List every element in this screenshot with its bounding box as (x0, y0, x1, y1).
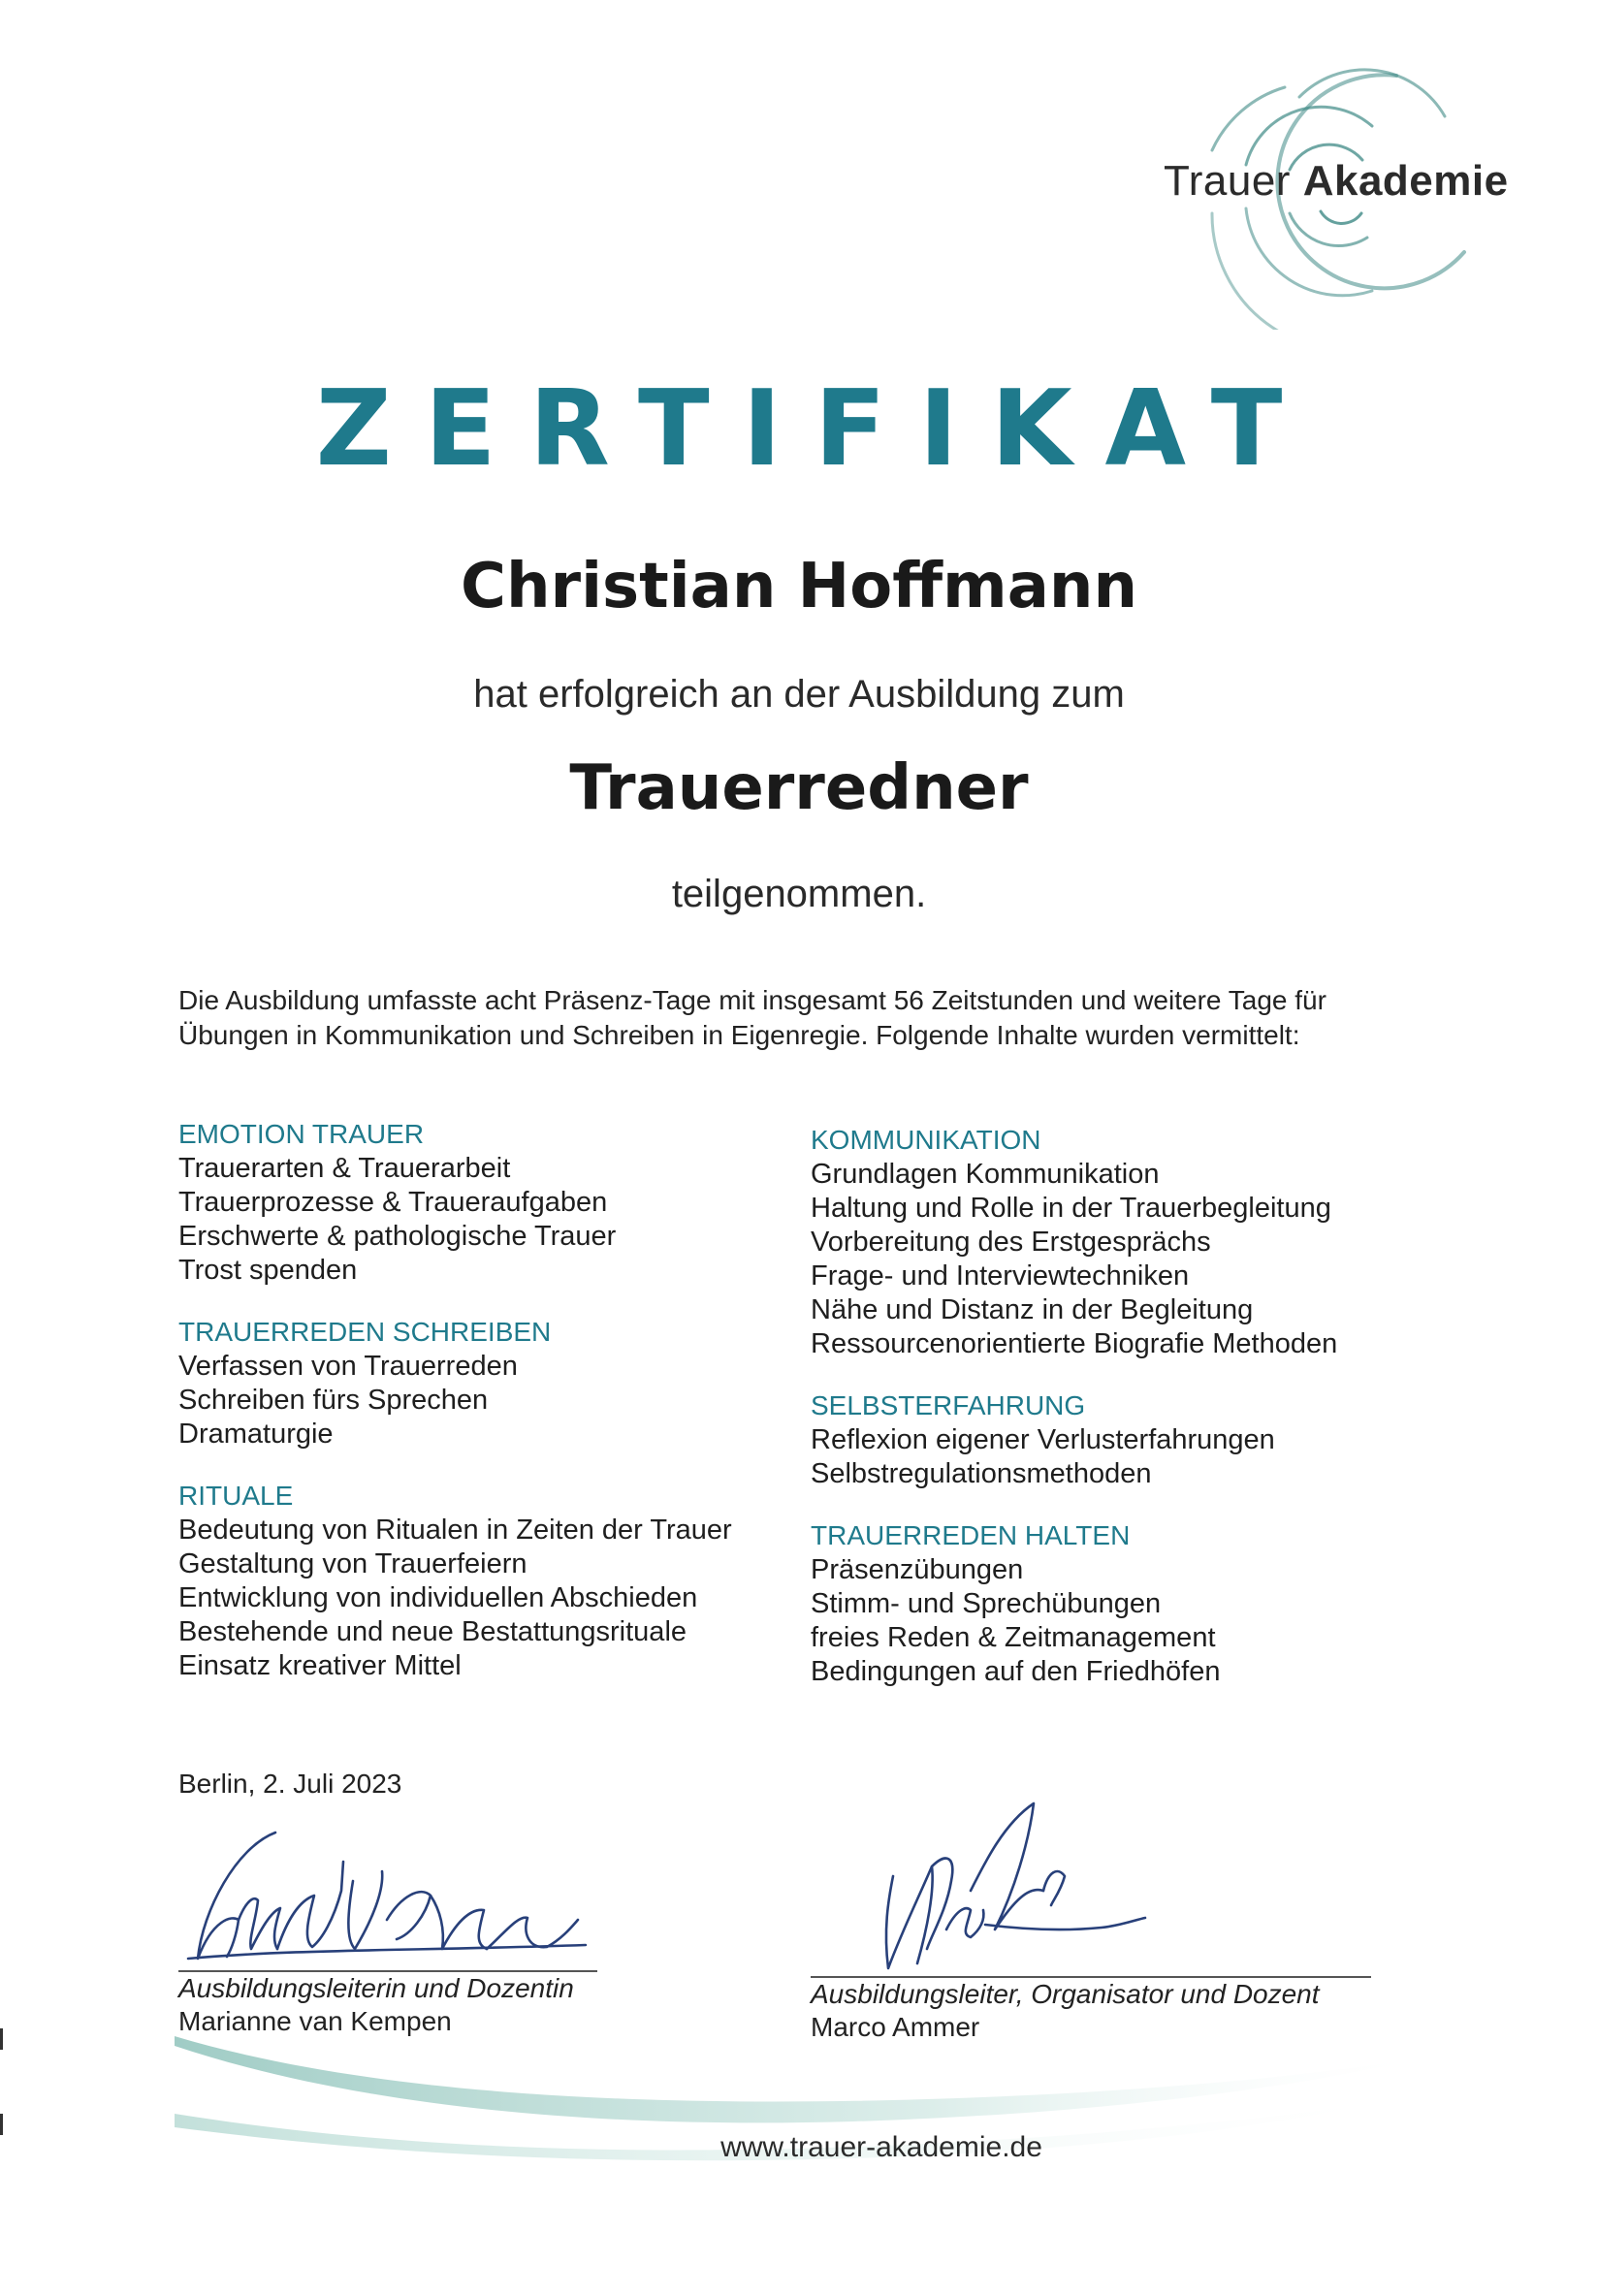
signatory-role: Ausbildungsleiter, Organisator und Dozent (811, 1979, 1320, 2009)
website-url: www.trauer-akademie.de (720, 2131, 1042, 2163)
content-column-left (178, 1117, 780, 1710)
list-item: Bedeutung von Ritualen in Zeiten der Trauer (178, 1515, 732, 1546)
list-item: Einsatz kreativer Mittel (178, 1650, 462, 1681)
intro-text: hat erfolgreich an der Ausbildung zum (473, 673, 1125, 716)
trauer-akademie-logo (1154, 58, 1509, 330)
list-item: Bestehende und neue Bestattungsrituale (178, 1616, 687, 1647)
list-item: Vorbereitung des Erstgesprächs (811, 1227, 1211, 1258)
list-item: Nähe und Distanz in der Begleitung (811, 1294, 1254, 1325)
recipient-name: Christian Hoffmann (460, 551, 1138, 622)
list-item: freies Reden & Zeitmanagement (811, 1622, 1216, 1653)
signature-marco-ammer (811, 1784, 1371, 1976)
list-item: Verfassen von Trauerreden (178, 1351, 518, 1382)
list-item: Selbstregulationsmethoden (811, 1458, 1152, 1489)
scan-edge-mark (0, 2028, 3, 2050)
list-item: Ressourcenorientierte Biografie Methoden (811, 1328, 1338, 1359)
list-item: Dramaturgie (178, 1419, 334, 1450)
signature-marianne-van-kempen (178, 1803, 597, 1970)
section-selbsterfahrung (811, 1388, 1412, 1491)
list-item: Bedingungen auf den Friedhöfen (811, 1656, 1221, 1687)
section-title: KOMMUNIKATION (811, 1125, 1041, 1155)
list-item: Grundlagen Kommunikation (811, 1159, 1160, 1190)
section-kommunikation (811, 1123, 1412, 1361)
list-item: Entwicklung von individuellen Abschieden (178, 1582, 698, 1613)
logo-word-akademie: Akademie (1302, 157, 1509, 205)
list-item: Stimm- und Sprechübungen (811, 1588, 1162, 1619)
section-rituale (178, 1479, 780, 1683)
section-title: RITUALE (178, 1481, 294, 1511)
place-date: Berlin, 2. Juli 2023 (178, 1769, 402, 1799)
list-item: Gestaltung von Trauerfeiern (178, 1548, 527, 1579)
section-title: EMOTION TRAUER (178, 1119, 425, 1149)
list-item: Haltung und Rolle in der Trauerbegleitung (811, 1193, 1331, 1224)
section-trauerreden-schreiben (178, 1315, 780, 1451)
section-emotion-trauer (178, 1117, 780, 1288)
content-column-right (811, 1123, 1412, 1716)
signatory-name: Marco Ammer (811, 2012, 980, 2042)
signatory-name: Marianne van Kempen (178, 2006, 452, 2036)
signature-block-left (178, 1803, 597, 2038)
list-item: Trost spenden (178, 1255, 358, 1286)
section-trauerreden-halten (811, 1518, 1412, 1689)
course-description: Die Ausbildung umfasste acht Präsenz-Tage mit insgesamt 56 Zeitstunden und weitere Tage für Übungen in Kommunikation und Schreiben in Eigenregie. Folgende Inhalte wurden vermittelt: (178, 985, 1326, 1050)
signatory-role: Ausbildungsleiterin und Dozentin (178, 1973, 574, 2003)
list-item: Reflexion eigener Verlusterfahrungen (811, 1424, 1275, 1455)
list-item: Präsenzübungen (811, 1554, 1024, 1585)
signature-block-right (811, 1784, 1371, 2044)
section-title: TRAUERREDEN HALTEN (811, 1520, 1131, 1550)
section-title: SELBSTERFAHRUNG (811, 1390, 1086, 1420)
outro-text: teilgenommen. (671, 873, 927, 915)
logo-word-trauer: Trauer (1164, 157, 1291, 205)
list-item: Trauerarten & Trauerarbeit (178, 1153, 511, 1184)
course-name: Trauerredner (569, 752, 1029, 824)
certificate-title: ZERTIFIKAT (315, 368, 1316, 490)
section-title: TRAUERREDEN SCHREIBEN (178, 1317, 552, 1347)
list-item: Trauerprozesse & Traueraufgaben (178, 1187, 608, 1218)
list-item: Schreiben fürs Sprechen (178, 1385, 489, 1416)
list-item: Erschwerte & pathologische Trauer (178, 1221, 617, 1252)
logo-wordmark (1164, 157, 1509, 206)
scan-edge-mark (0, 2114, 3, 2135)
list-item: Frage- und Interviewtechniken (811, 1260, 1190, 1292)
